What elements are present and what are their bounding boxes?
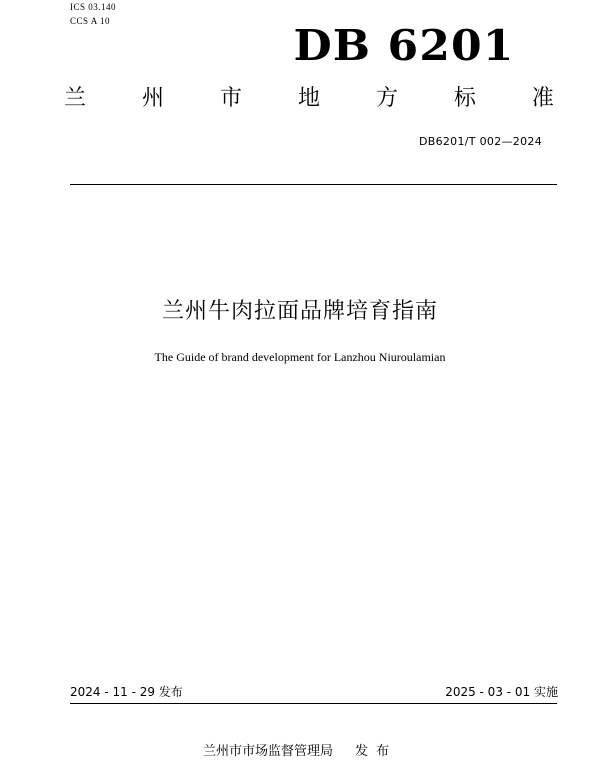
ics-code: ICS 03.140 <box>70 2 117 12</box>
issuing-authority: 兰州市市场监督管理局 <box>202 744 333 759</box>
standard-type-char: 市 <box>219 86 242 111</box>
standard-type-char: 准 <box>531 86 554 111</box>
date-row <box>70 683 558 701</box>
standard-type-char: 方 <box>375 86 398 111</box>
classification-codes <box>70 0 116 28</box>
document-title-zh: 兰州牛肉拉面品牌培育指南 <box>161 299 438 324</box>
publish-date: 2024 - 11 - 29 发布 <box>70 685 183 699</box>
document-title-en: The Guide of brand development for Lanzhou Niuroulamian <box>154 350 446 364</box>
issuer-line <box>0 743 600 761</box>
db-standard-mark: DB 6201 <box>293 21 514 70</box>
standard-type-char: 州 <box>141 86 164 111</box>
standard-type-char: 标 <box>453 86 476 111</box>
implement-date: 2025 - 03 - 01 实施 <box>445 685 558 699</box>
header-divider <box>70 184 557 185</box>
standard-number: DB6201/T 002—2024 <box>418 135 542 148</box>
issue-word: 发布 <box>355 744 398 759</box>
footer-divider <box>70 703 557 704</box>
standard-type-char: 兰 <box>64 86 87 111</box>
standard-type-title <box>64 84 554 114</box>
ccs-code: CCS A 10 <box>70 16 111 26</box>
standard-type-char: 地 <box>297 86 320 111</box>
